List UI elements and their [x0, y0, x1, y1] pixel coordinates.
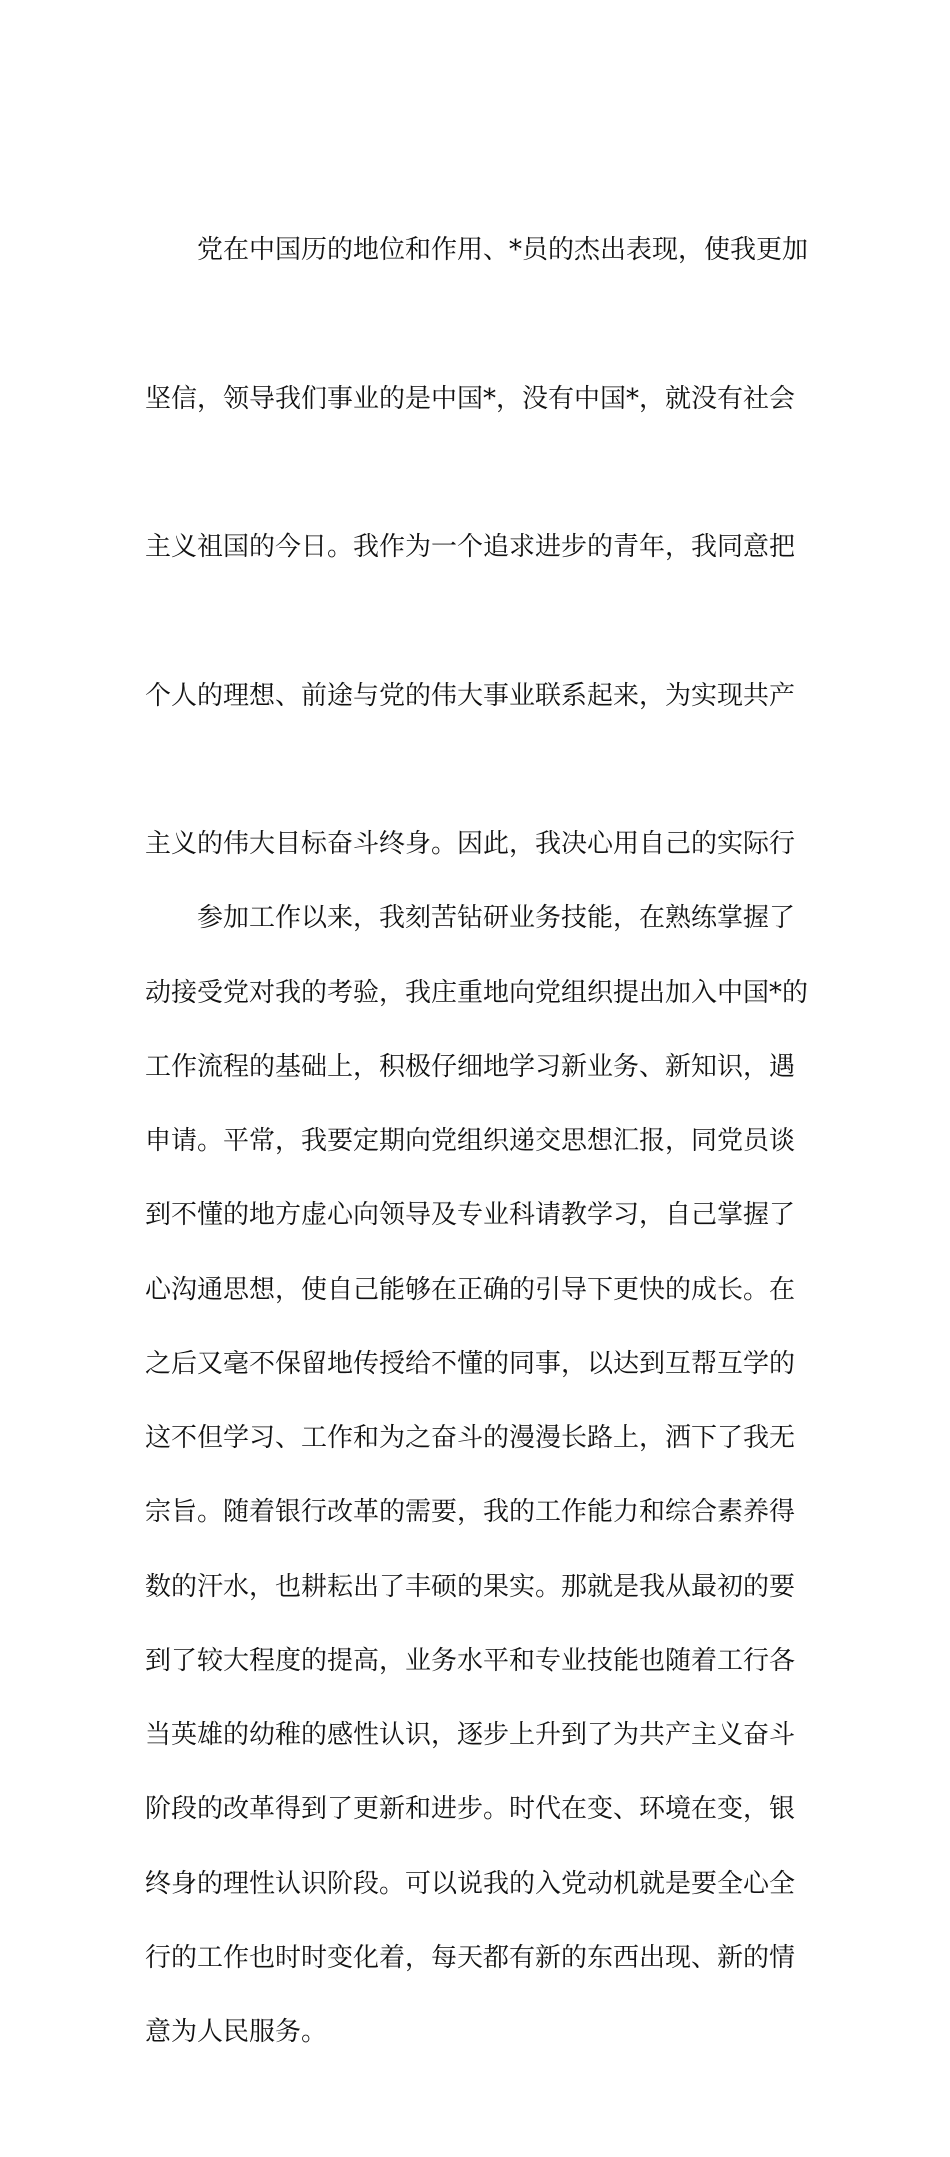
text-line: 阶段的改革得到了更新和进步。时代在变、环境在变，银: [145, 1794, 796, 1824]
text-line: 申请。平常，我要定期向党组织递交思想汇报，同党员谈: [145, 1126, 796, 1156]
text-line: 工作流程的基础上，积极仔细地学习新业务、新知识，遇: [145, 1051, 796, 1082]
text-line: 坚信，领导我们事业的是中国*，没有中国*，就没有社会: [145, 383, 796, 414]
text-line: 终身的理性认识阶段。可以说我的入党动机就是要全心全: [145, 1868, 796, 1899]
text-line: 行的工作也时时变化着，每天都有新的东西出现、新的情: [145, 1942, 796, 1973]
text-line: 到了较大程度的提高，业务水平和专业技能也随着工行各: [145, 1645, 796, 1676]
text-line: 之后又毫不保留地传授给不懂的同事，以达到互帮互学的: [145, 1348, 796, 1379]
text-line: 这不但学习、工作和为之奋斗的漫漫长路上，洒下了我无: [145, 1423, 796, 1453]
text-line: 意为人民服务。: [145, 2017, 328, 2047]
text-line: 主义祖国的今日。我作为一个追求进步的青年，我同意把: [145, 532, 796, 562]
text-line: 数的汗水，也耕耘出了丰硕的果实。那就是我从最初的要: [145, 1571, 796, 1602]
text-line: 动接受党对我的考验，我庄重地向党组织提出加入中国*的: [145, 977, 809, 1008]
text-line: 参加工作以来，我刻苦钻研业务技能，在熟练掌握了: [145, 903, 796, 933]
text-line: 心沟通思想，使自己能够在正确的引导下更快的成长。在: [145, 1274, 796, 1305]
text-line: 个人的理想、前途与党的伟大事业联系起来，为实现共产: [145, 680, 796, 711]
text-line: 宗旨。随着银行改革的需要，我的工作能力和综合素养得: [145, 1497, 796, 1527]
text-line: 主义的伟大目标奋斗终身。因此，我决心用自己的实际行: [145, 829, 796, 859]
paragraph-2: [145, 795, 809, 2082]
text-line: 当英雄的幼稚的感性认识，逐步上升到了为共产主义奋斗: [145, 1720, 796, 1750]
text-line: 到不懂的地方虚心向领导及专业科请教学习，自己掌握了: [145, 1200, 796, 1230]
text-line: 党在中国历的地位和作用、*员的杰出表现，使我更加: [145, 235, 809, 265]
